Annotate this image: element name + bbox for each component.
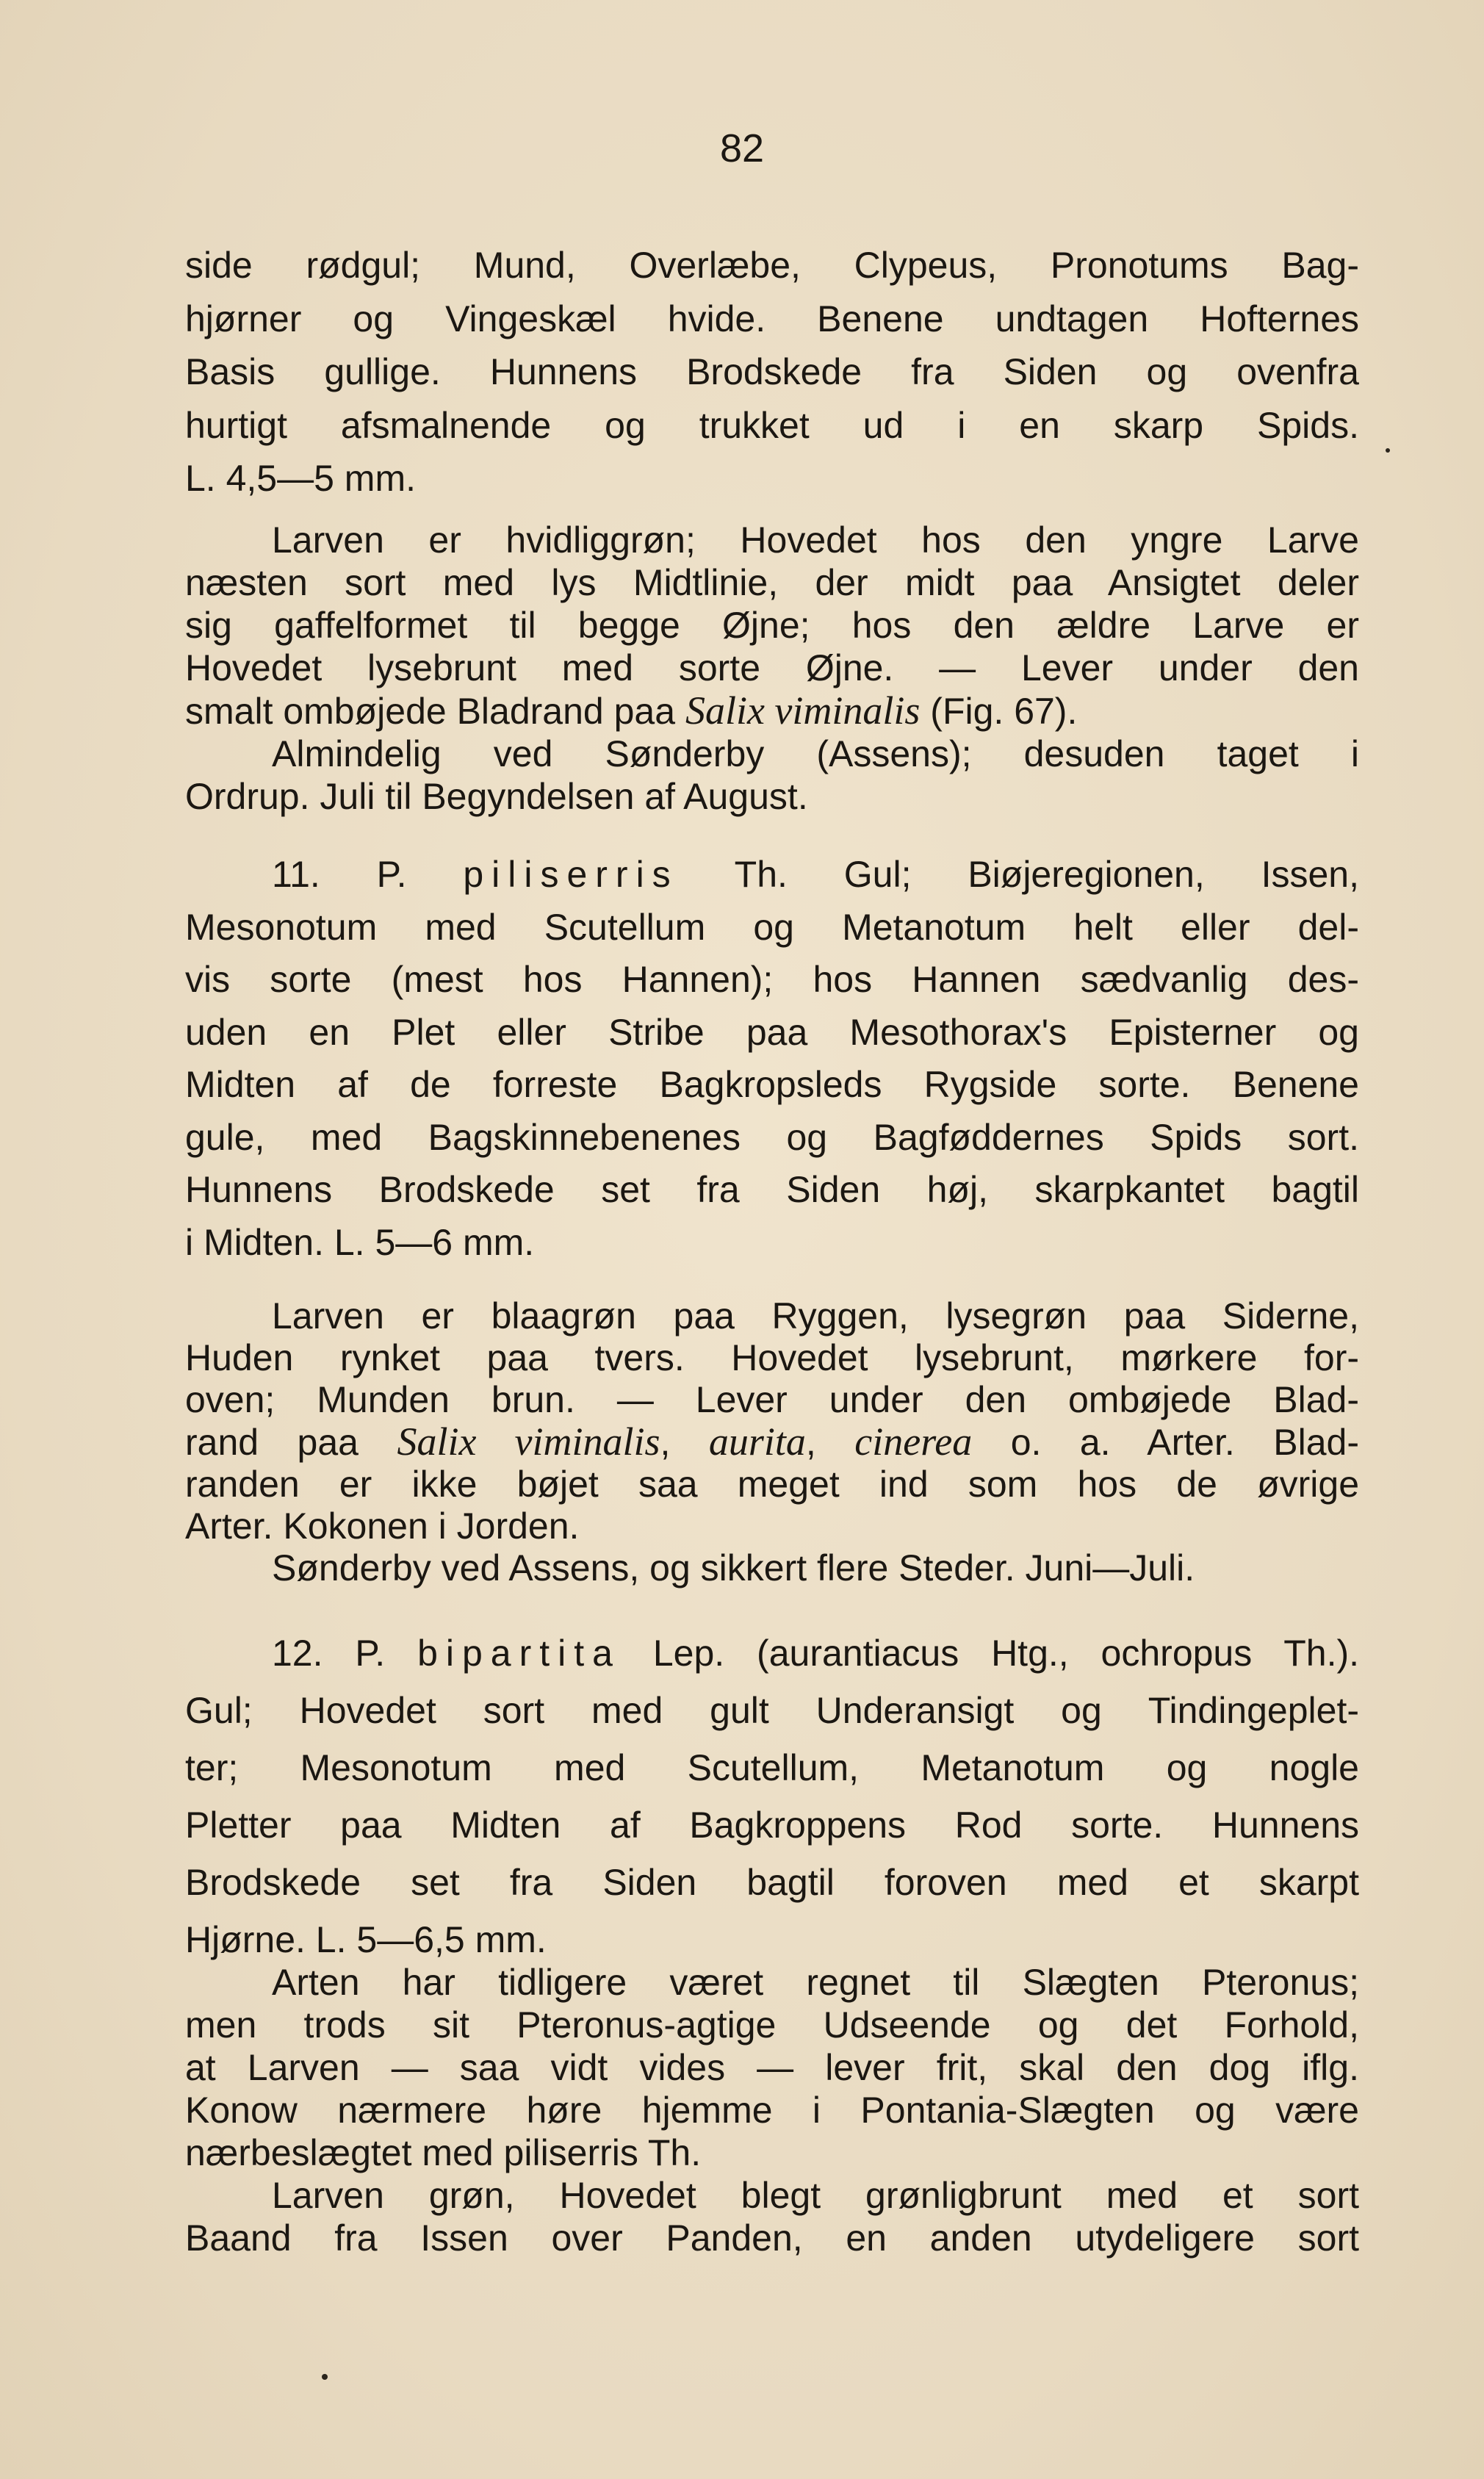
- text-run: ,: [805, 1422, 855, 1463]
- text-line: Mesonotum med Scutellum og Metanotum helt eller del-: [185, 906, 1359, 948]
- paragraph-remarks: [185, 1961, 1359, 2259]
- species-name: piliserris: [463, 854, 679, 895]
- species-name: aurita: [708, 1420, 806, 1464]
- text-line: Huden rynket paa tvers. Hovedet lysebrunt, mørkere for-: [185, 1337, 1359, 1378]
- text-line: Midten af de forreste Bagkropsleds Rygside sorte. Benene: [185, 1064, 1359, 1105]
- species-name: Salix viminalis: [685, 688, 921, 733]
- text-run: (Fig. 67).: [920, 691, 1078, 732]
- text-line: uden en Plet eller Stribe paa Mesothorax's Episterner og: [185, 1011, 1359, 1053]
- species-name: bipartita: [417, 1633, 621, 1674]
- text-line: ter; Mesonotum med Scutellum, Metanotum og nogle: [185, 1747, 1359, 1788]
- text-run: smalt ombøjede Bladrand paa: [185, 691, 685, 732]
- text-line: Larven grøn, Hovedet blegt grønligbrunt med et sort: [272, 2175, 1359, 2216]
- text-line: at Larven — saa vidt vides — lever frit, skal den dog iflg.: [185, 2047, 1359, 2088]
- paragraph-description-end: [185, 239, 1359, 505]
- species-name: Salix viminalis: [397, 1420, 660, 1464]
- text-line: side rødgul; Mund, Overlæbe, Clypeus, Pronotums Bag-: [185, 245, 1359, 286]
- text-line: randen er ikke bøjet saa meget ind som hos de øvrige: [185, 1464, 1359, 1505]
- text-line: oven; Munden brun. — Lever under den ombøjede Blad-: [185, 1379, 1359, 1420]
- text-line: [185, 849, 1359, 902]
- text-line: i Midten. L. 5—6 mm.: [185, 1221, 535, 1263]
- text-line: Hunnens Brodskede set fra Siden høj, skarpkantet bagtil: [185, 1169, 1359, 1210]
- text-line: hjørner og Vingeskæl hvide. Benene undtagen Hofternes: [185, 298, 1359, 339]
- text-line: hurtigt afsmalnende og trukket ud i en skarp Spids.: [185, 404, 1359, 446]
- paragraph-larva: [185, 519, 1359, 818]
- text-line: Pletter paa Midten af Bagkroppens Rod sorte. Hunnens: [185, 1805, 1359, 1846]
- text-line: [185, 689, 1359, 733]
- text-line: Gul; Hovedet sort med gult Underansigt og Tindingeplet-: [185, 1690, 1359, 1731]
- paragraph-larva-11: [185, 1295, 1359, 1589]
- text-line: [185, 1421, 1359, 1464]
- text-run: o. a. Arter. Blad-: [972, 1422, 1359, 1463]
- text-line: sig gaffelformet til begge Øjne; hos den ældre Larve er: [185, 605, 1359, 646]
- text-run: ,: [660, 1422, 709, 1463]
- text-line: men trods sit Pteronus-agtige Udseende og det Forhold,: [185, 2004, 1359, 2046]
- text-line: nærbeslægtet med piliserris Th.: [185, 2132, 702, 2173]
- text-line: næsten sort med lys Midtlinie, der midt paa Ansigtet deler: [185, 562, 1359, 603]
- text-run: Lep. (aurantiacus Htg., ochropus Th.).: [620, 1633, 1360, 1674]
- page-number: 82: [719, 126, 765, 170]
- text-line: Sønderby ved Assens, og sikkert flere Steder. Juni—Juli.: [272, 1547, 1195, 1588]
- text-line: Larven er hvidliggrøn; Hovedet hos den yngre Larve: [272, 519, 1359, 561]
- text-line: Arten har tidligere været regnet til Slægten Pteronus;: [272, 1962, 1359, 2003]
- text-line: gule, med Bagskinnebenenes og Bagføddernes Spids sort.: [185, 1116, 1359, 1158]
- text-line: Hovedet lysebrunt med sorte Øjne. — Lever under den: [185, 647, 1359, 688]
- text-line: Ordrup. Juli til Begyndelsen af August.: [185, 776, 808, 817]
- text-run: 11. P.: [272, 854, 464, 895]
- text-run: 12. P.: [272, 1633, 418, 1674]
- text-line: Konow nærmere høre hjemme i Pontania-Slægten og være: [185, 2090, 1359, 2131]
- text-line: [185, 1625, 1359, 1682]
- text-line: Almindelig ved Sønderby (Assens); desuden taget i: [272, 733, 1359, 774]
- text-line: Arter. Kokonen i Jorden.: [185, 1505, 580, 1547]
- text-line: Baand fra Issen over Panden, en anden utydeligere sort: [185, 2217, 1359, 2259]
- paragraph-species-12: [185, 1625, 1359, 1968]
- text-line: Basis gullige. Hunnens Brodskede fra Siden og ovenfra: [185, 351, 1359, 392]
- text-line: Brodskede set fra Siden bagtil foroven med et skarpt: [185, 1862, 1359, 1903]
- species-name: cinerea: [854, 1420, 973, 1464]
- text-line: L. 4,5—5 mm.: [185, 458, 416, 499]
- text-line: Larven er blaagrøn paa Ryggen, lysegrøn paa Siderne,: [272, 1295, 1359, 1336]
- ink-speck: [322, 2374, 328, 2380]
- text-line: vis sorte (mest hos Hannen); hos Hannen sædvanlig des-: [185, 959, 1359, 1000]
- text-run: Th. Gul; Biøjeregionen, Issen,: [678, 854, 1359, 895]
- paragraph-species-11: [185, 849, 1359, 1269]
- ink-speck: [1386, 448, 1390, 453]
- text-line: Hjørne. L. 5—6,5 mm.: [185, 1919, 547, 1960]
- text-run: rand paa: [185, 1422, 397, 1463]
